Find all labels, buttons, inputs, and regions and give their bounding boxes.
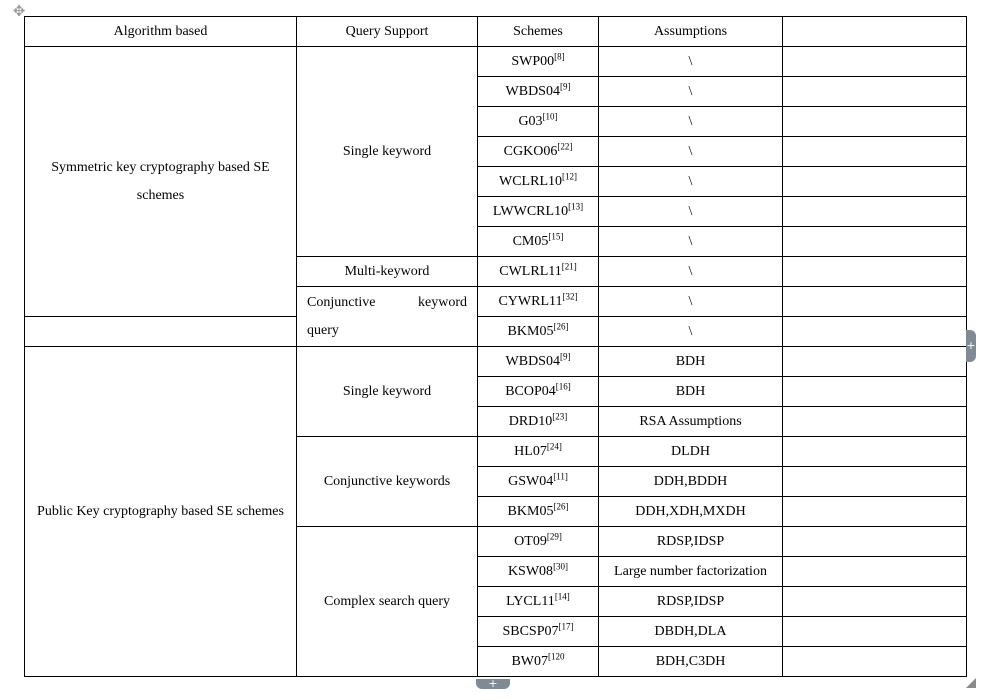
scheme-name: SWP00 [511, 53, 555, 69]
scheme-reference: [14] [554, 590, 570, 601]
scheme-cell [478, 137, 599, 167]
table-row [25, 317, 967, 347]
scheme-name: WCLRL10 [499, 173, 562, 189]
scheme-cell [478, 317, 599, 347]
scheme-reference: [13] [568, 200, 584, 211]
table-row [25, 47, 967, 77]
scheme-name: CYWRL11 [498, 293, 563, 309]
query-support-label: Single keyword [297, 347, 478, 437]
query-support-label-line: query [307, 322, 339, 338]
empty-cell [783, 377, 967, 407]
assumption-cell: \ [599, 107, 783, 137]
assumption-cell: \ [599, 197, 783, 227]
empty-cell [783, 347, 967, 377]
query-support-label [297, 287, 478, 347]
empty-cell [783, 287, 967, 317]
scheme-name: BKM05 [507, 323, 554, 339]
scheme-reference: [24] [546, 440, 562, 451]
assumption-cell: \ [599, 257, 783, 287]
assumption-cell: RDSP,IDSP [599, 587, 783, 617]
algorithm-group-label: Public Key cryptography based SE schemes [25, 347, 297, 677]
scheme-name: CM05 [512, 233, 549, 249]
scheme-cell [478, 557, 599, 587]
assumption-cell: BDH,C3DH [599, 647, 783, 677]
scheme-reference: [22] [557, 140, 573, 151]
scheme-name: BCOP04 [505, 383, 556, 399]
scheme-reference: [15] [548, 230, 564, 241]
scheme-name: KSW08 [507, 563, 554, 579]
scheme-name: OT09 [514, 533, 547, 549]
scheme-reference: [9] [559, 80, 571, 91]
empty-cell [783, 587, 967, 617]
assumption-cell: RDSP,IDSP [599, 527, 783, 557]
algorithm-group-label: Symmetric key cryptography based SE schemes [25, 47, 297, 317]
assumption-cell: \ [599, 317, 783, 347]
scheme-reference: [120 [548, 650, 565, 661]
scheme-cell [478, 647, 599, 677]
scheme-name: LWWCRL10 [492, 203, 569, 219]
scheme-reference: [16] [555, 380, 571, 391]
empty-cell [783, 77, 967, 107]
scheme-name: BW07 [511, 653, 549, 669]
scheme-name: G03 [518, 113, 543, 129]
add-column-icon[interactable]: + [966, 330, 976, 362]
scheme-cell [478, 617, 599, 647]
scheme-cell [478, 227, 599, 257]
scheme-cell [478, 527, 599, 557]
empty-cell [783, 557, 967, 587]
scheme-reference: [29] [546, 530, 562, 541]
scheme-name: HL07 [514, 443, 547, 459]
empty-cell [783, 407, 967, 437]
empty-cell [783, 467, 967, 497]
scheme-cell [478, 587, 599, 617]
scheme-name: LYCL11 [506, 593, 555, 609]
scheme-reference: [11] [553, 470, 568, 481]
header-assumptions: Assumptions [599, 17, 783, 47]
header-schemes: Schemes [478, 17, 599, 47]
resize-corner-icon[interactable] [966, 678, 976, 688]
schemes-table [24, 16, 967, 677]
empty-cell [783, 257, 967, 287]
header-empty [783, 17, 967, 47]
scheme-cell [478, 467, 599, 497]
assumption-cell: DDH,BDDH [599, 467, 783, 497]
assumption-cell: \ [599, 167, 783, 197]
scheme-cell [478, 257, 599, 287]
scheme-cell [478, 107, 599, 137]
empty-cell [783, 497, 967, 527]
scheme-reference: [8] [554, 50, 565, 61]
scheme-reference: [32] [562, 290, 578, 301]
empty-cell [783, 197, 967, 227]
query-support-label-line: Conjunctive keyword [307, 294, 467, 310]
assumption-cell: BDH [599, 347, 783, 377]
empty-cell [783, 617, 967, 647]
empty-cell [783, 527, 967, 557]
scheme-cell [478, 437, 599, 467]
assumption-cell: DDH,XDH,MXDH [599, 497, 783, 527]
scheme-name: DRD10 [508, 413, 553, 429]
scheme-name: SBCSP07 [502, 623, 559, 639]
table-row [25, 347, 967, 377]
empty-cell [783, 107, 967, 137]
assumption-cell: DBDH,DLA [599, 617, 783, 647]
scheme-reference: [17] [558, 620, 574, 631]
add-row-icon[interactable]: + [476, 679, 510, 689]
scheme-reference: [10] [542, 110, 558, 121]
assumption-cell: \ [599, 137, 783, 167]
assumption-cell: \ [599, 77, 783, 107]
scheme-cell [478, 47, 599, 77]
scheme-cell [478, 287, 599, 317]
empty-cell [783, 227, 967, 257]
query-support-label: Multi-keyword [297, 257, 478, 287]
scheme-name: WBDS04 [505, 83, 560, 99]
header-row [25, 17, 967, 47]
assumption-cell: Large number factorization [599, 557, 783, 587]
empty-cell [783, 167, 967, 197]
empty-cell [783, 137, 967, 167]
query-support-label: Conjunctive keywords [297, 437, 478, 527]
assumption-cell: BDH [599, 377, 783, 407]
header-query-support: Query Support [297, 17, 478, 47]
scheme-reference: [23] [552, 410, 568, 421]
assumption-cell: \ [599, 227, 783, 257]
scheme-name: CGKO06 [503, 143, 558, 159]
empty-cell [783, 437, 967, 467]
empty-cell [783, 317, 967, 347]
scheme-reference: [26] [553, 320, 569, 331]
scheme-cell [478, 497, 599, 527]
scheme-cell [478, 77, 599, 107]
scheme-name: BKM05 [507, 503, 554, 519]
scheme-reference: [26] [553, 500, 569, 511]
table-move-handle-icon[interactable]: ✥ [12, 4, 26, 20]
scheme-reference: [12] [562, 170, 577, 181]
algorithm-group-continuation [25, 317, 297, 347]
assumption-cell: \ [599, 47, 783, 77]
header-algorithm: Algorithm based [25, 17, 297, 47]
scheme-reference: [30] [553, 560, 569, 571]
assumption-cell: \ [599, 287, 783, 317]
scheme-name: CWLRL11 [499, 263, 562, 279]
scheme-reference: [9] [559, 350, 571, 361]
scheme-name: GSW04 [508, 473, 554, 489]
scheme-cell [478, 167, 599, 197]
empty-cell [783, 647, 967, 677]
query-support-label: Single keyword [297, 47, 478, 257]
scheme-cell [478, 407, 599, 437]
query-support-label: Complex search query [297, 527, 478, 677]
scheme-name: WBDS04 [505, 353, 560, 369]
scheme-reference: [21] [561, 260, 577, 271]
scheme-cell [478, 377, 599, 407]
scheme-cell [478, 347, 599, 377]
assumption-cell: DLDH [599, 437, 783, 467]
empty-cell [783, 47, 967, 77]
assumption-cell: RSA Assumptions [599, 407, 783, 437]
scheme-cell [478, 197, 599, 227]
